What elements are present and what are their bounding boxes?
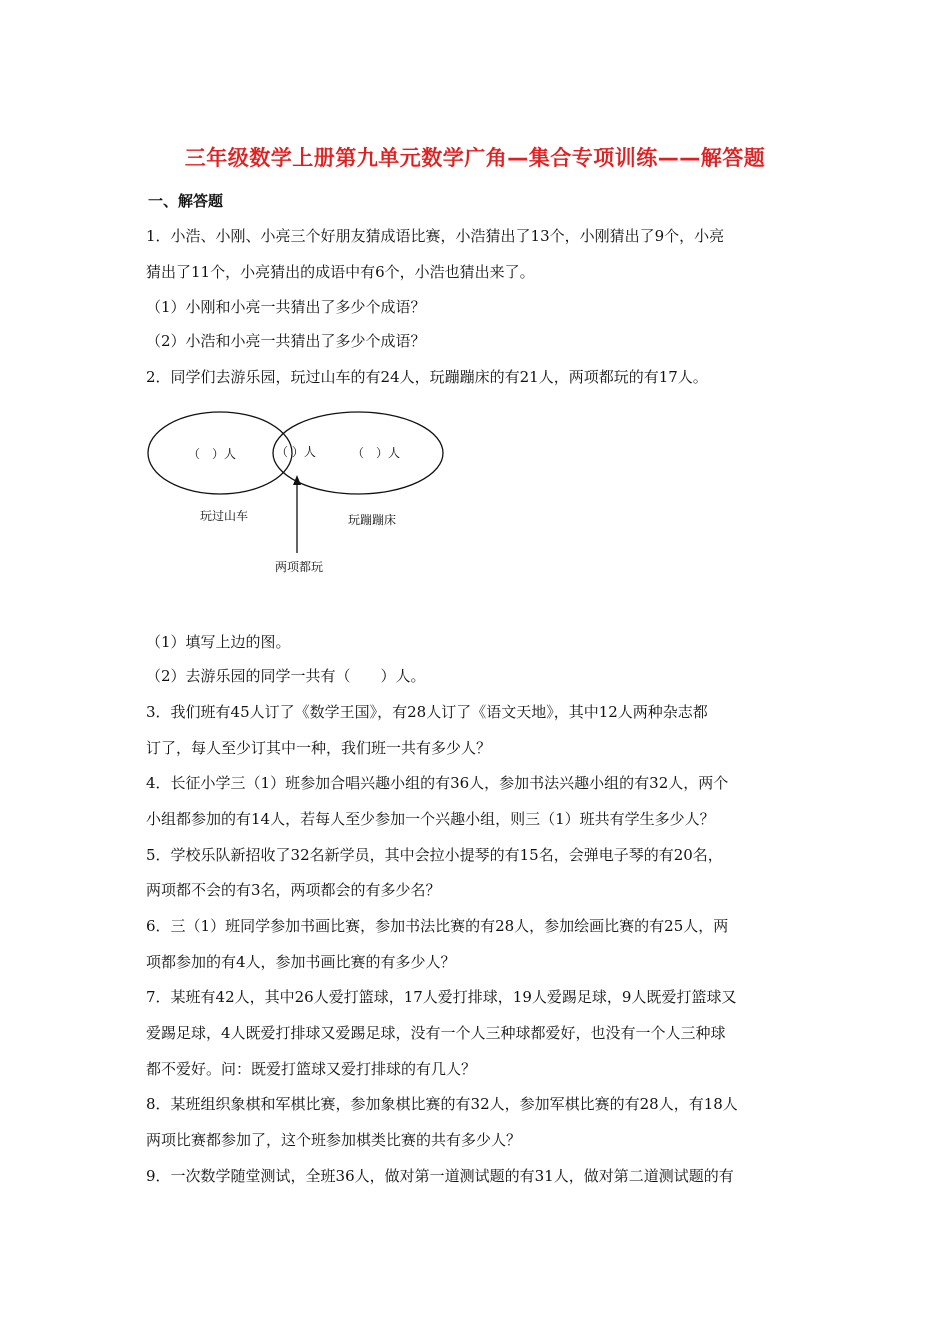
text-line: 7．某班有42人，其中26人爱打篮球，17人爱打排球，19人爱踢足球，9人既爱打篮球又	[146, 988, 737, 1006]
text-line: 项都参加的有4人，参加书画比赛的有多少人？	[146, 953, 456, 971]
text-line: 猜出了11个，小亮猜出的成语中有6个，小浩也猜出来了。	[146, 263, 535, 281]
intersection-label: 两项都玩	[275, 560, 324, 574]
text-line: 都不爱好。问：既爱打篮球又爱打排球的有几人？	[146, 1060, 477, 1078]
set-b-label: 玩蹦蹦床	[348, 513, 397, 527]
section-heading: 一、解答题	[148, 192, 224, 210]
text-line: 8．某班组织象棋和军棋比赛，参加象棋比赛的有32人，参加军棋比赛的有28人，有18人	[146, 1095, 738, 1113]
left-region-label: （ ）人	[188, 447, 237, 461]
text-line: 两项都不会的有3名，两项都会的有多少名？	[146, 881, 441, 899]
text-line: （1）填写上边的图。	[146, 633, 291, 651]
text-line: 小组都参加的有14人，若每人至少参加一个兴趣小组，则三（1）班共有学生多少人？	[146, 810, 715, 828]
venn-diagram	[140, 408, 460, 583]
text-line: 6．三（1）班同学参加书画比赛，参加书法比赛的有28人，参加绘画比赛的有25人，两	[146, 917, 729, 935]
text-line: （2）小浩和小亮一共猜出了多少个成语？	[146, 332, 426, 350]
text-line: （2）去游乐园的同学一共有（ ）人。	[146, 667, 426, 685]
text-line: 9．一次数学随堂测试，全班36人，做对第一道测试题的有31人，做对第二道测试题的有	[146, 1167, 734, 1185]
text-line: 订了，每人至少订其中一种，我们班一共有多少人？	[146, 739, 492, 757]
middle-region-label: （ ）人	[276, 445, 316, 459]
page-title: 三年级数学上册第九单元数学广角—集合专项训练——解答题	[184, 146, 766, 170]
text-line: （1）小刚和小亮一共猜出了多少个成语？	[146, 298, 426, 316]
right-region-label: （ ）人	[352, 446, 401, 460]
set-a-label: 玩过山车	[200, 509, 249, 523]
text-line: 3．我们班有45人订了《数学王国》，有28人订了《语文天地》，其中12人两种杂志都	[146, 703, 708, 721]
text-line: 爱踢足球，4人既爱打排球又爱踢足球，没有一个人三种球都爱好，也没有一个人三种球	[146, 1024, 726, 1042]
text-line: 5．学校乐队新招收了32名新学员，其中会拉小提琴的有15名，会弹电子琴的有20名，	[146, 846, 723, 864]
text-line: 2．同学们去游乐园，玩过山车的有24人，玩蹦蹦床的有21人，两项都玩的有17人。	[146, 368, 708, 386]
text-line: 4．长征小学三（1）班参加合唱兴趣小组的有36人，参加书法兴趣小组的有32人，两个	[146, 774, 729, 792]
text-line: 1．小浩、小刚、小亮三个好朋友猜成语比赛，小浩猜出了13个，小刚猜出了9个，小亮	[146, 227, 725, 245]
text-line: 两项比赛都参加了，这个班参加棋类比赛的共有多少人？	[146, 1131, 522, 1149]
